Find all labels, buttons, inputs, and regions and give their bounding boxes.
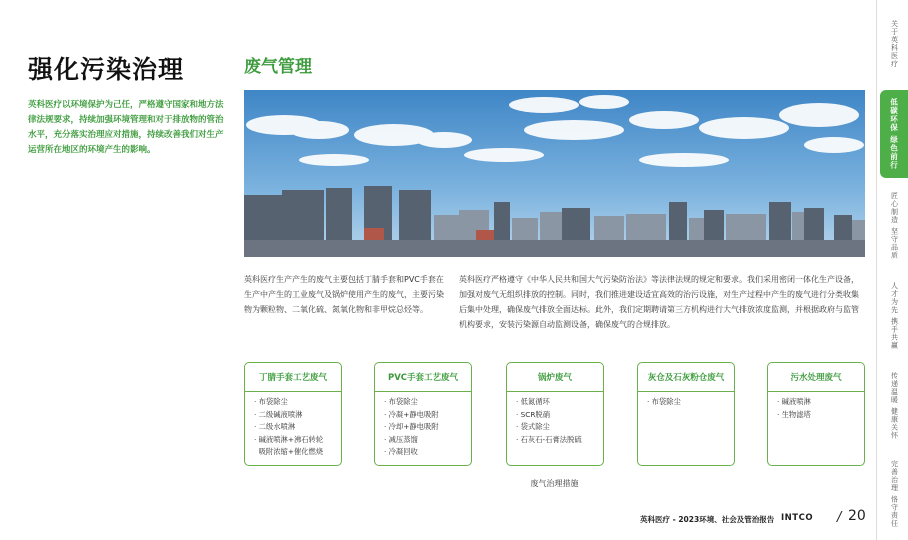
section-title: 废气管理 <box>244 57 312 77</box>
card-title: 灰仓及石灰粉仓废气 <box>638 363 734 392</box>
nav-item-talent[interactable] <box>880 282 908 350</box>
card-item: 吸附浓缩+催化燃烧 <box>254 447 324 456</box>
card-item: · 二级碱液喷淋 <box>254 409 303 419</box>
card-item: · 冷凝+静电吸附 <box>384 409 439 419</box>
card-item: · 布袋除尘 <box>254 397 288 406</box>
footer-brand: INTCO <box>781 513 814 523</box>
footer-slash: / <box>837 510 842 525</box>
nav-label: 传递温暖 健康关怀 <box>890 372 899 440</box>
card-title: 锅炉废气 <box>507 363 603 392</box>
card-item: · 碱液喷淋 <box>777 397 811 406</box>
nav-label: 完善治理 恪守责任 <box>890 460 899 528</box>
card-item: · 布袋除尘 <box>384 397 418 406</box>
card-nitrile-glove-gas <box>244 362 342 466</box>
page-title: 强化污染治理 <box>28 55 185 84</box>
nav-label: 低碳环保 绿色前行 <box>889 98 899 170</box>
card-title: 丁腈手套工艺废气 <box>245 363 341 392</box>
card-wastewater-gas <box>767 362 865 466</box>
card-item: · 二级水喷淋 <box>254 422 296 431</box>
nav-label: 人才为先 携手共赢 <box>890 282 899 350</box>
card-item: · 碱液喷淋+沸石转轮 <box>254 434 324 444</box>
card-item: · 冷凝回收 <box>384 447 418 456</box>
card-title: 污水处理废气 <box>768 363 864 392</box>
intro-text: 英科医疗以环境保护为己任，严格遵守国家和地方法律法规要求，持续加强环境管理和对于排放物的管治水平，充分落实治理应对措施，持续改善我们对生产运营所在地区的环境产生的影响。 <box>28 100 224 155</box>
city-skyline-photo <box>244 90 865 257</box>
nav-item-about[interactable] <box>880 20 908 72</box>
nav-item-quality[interactable] <box>880 192 908 260</box>
card-item: · 低氮循环 <box>516 397 550 406</box>
page-number: 20 <box>848 508 866 524</box>
card-boiler-gas <box>506 362 604 466</box>
card-item: · 生物滤塔 <box>777 409 811 419</box>
nav-divider <box>876 0 877 540</box>
card-ash-silo-gas <box>637 362 735 466</box>
nav-label: 匠心制造 坚守品质 <box>890 192 899 260</box>
card-item: · 袋式除尘 <box>516 422 550 431</box>
card-item: · SCR脱硝 <box>516 409 551 419</box>
paragraph-right: 英科医疗严格遵守《中华人民共和国大气污染防治法》等法律法规的规定和要求。我们采用密闭一体化生产设备，加强对废气无组织排放的控制。同时，我们推进建设适宜高效的治污设施，对生产过程中产生的废气进行分类收集后集中处理，确保废气排放全面达标。此外，我们定期聘请第三方机构进行大气排放浓度监测，并根据政府与监管机构要求，安装污染源自动监测设备，确保废气的合规排放。 <box>459 275 859 329</box>
card-title: PVC手套工艺废气 <box>375 363 471 392</box>
nav-item-care[interactable] <box>880 372 908 440</box>
paragraph-left: 英科医疗生产产生的废气主要包括丁腈手套和PVC手套在生产中产生的工业废气及锅炉使用产生的废气，主要污染物为颗粒物、二氧化硫、氮氧化物和非甲烷总烃等。 <box>244 275 444 314</box>
card-pvc-glove-gas <box>374 362 472 466</box>
card-item: · 冷却+静电吸附 <box>384 422 439 431</box>
card-item: · 布袋除尘 <box>647 397 681 406</box>
nav-item-governance[interactable] <box>880 460 908 528</box>
figure-caption: 废气治理措施 <box>530 479 579 488</box>
card-item: · 减压蒸馏 <box>384 434 418 444</box>
nav-label: 关于英科医疗 <box>890 20 899 68</box>
card-item: · 石灰石-石膏法脱硫 <box>516 434 582 444</box>
footer-report-title: 英科医疗 - 2023环境、社会及管治报告 <box>640 515 775 524</box>
nav-item-low-carbon[interactable] <box>880 90 908 178</box>
